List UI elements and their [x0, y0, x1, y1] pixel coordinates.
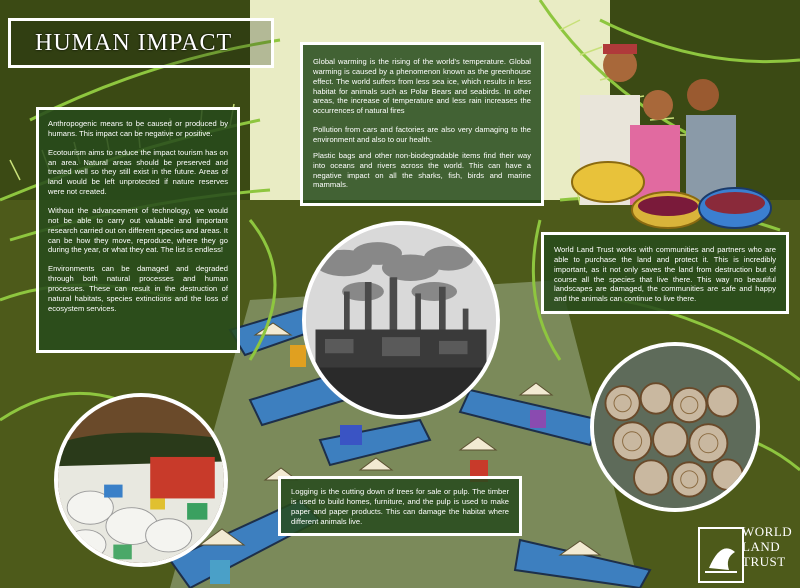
environments-paragraph: Environments can be damaged and degraded through both natural processes and human processes. These can result in the destruction of natural habitats, species extinctions and the loss of ecosystem services. [48, 264, 228, 313]
page-title: HUMAN IMPACT [35, 29, 233, 56]
logo-wordmark [742, 524, 792, 569]
plastic-paragraph: Plastic bags and other non-biodegradable items find their way into oceans and rivers across the world. This can have a negative impact on all the sharks, fish, birds and marine mammals. [313, 150, 531, 190]
logo-line-trust: TRUST [742, 554, 786, 569]
anthropogenic-paragraph: Anthropogenic means to be caused or produced by humans. This impact can be negative or positive. [48, 119, 228, 138]
logo-line-world: WORLD [742, 524, 793, 539]
logging-panel [278, 476, 522, 536]
ecotourism-paragraph: Ecotourism aims to reduce the impact tourism has on an area. Natural areas should be preserved and treated well so they still exist in the future. Areas of land would be left unprotected if nature reserves were not created. [48, 147, 228, 197]
pollution-paragraph: Pollution from cars and factories are also very damaging to the environment and also to our health. [313, 125, 531, 145]
world-land-trust-paragraph: World Land Trust works with communities and partners who are able to purchase the land and protect it. This is incredibly important, as it not only saves the land from destruction but of course all the species that live there. This way no beautiful landscapes are damaged, the communities are safe and happy and the animals can continue to live there. [554, 245, 776, 304]
world-land-trust-panel [541, 232, 789, 314]
factory-pollution-image [302, 221, 500, 419]
logging-paragraph: Logging is the cutting down of trees for sale or pulp. The timber is used to build homes, furniture, and the pulp is used to make paper and paper products. This can damage the habitat where different animals live. [291, 487, 509, 526]
title-box [8, 18, 274, 68]
global-warming-panel [300, 42, 544, 206]
logo-line-land: LAND [742, 539, 781, 554]
anthropogenic-panel [36, 107, 240, 353]
global-warming-paragraph: Global warming is the rising of the world's temperature. Global warming is caused by a phenomenon known as the greenhouse effect. The world suffers from less sea ice, which results in less habitat for animals such as Polar Bears and seabirds. In other areas, the increase of temperature and less rain increases the occurrences of natural fires [313, 57, 531, 116]
logging-image [590, 342, 760, 512]
waste-pile-image [54, 393, 228, 567]
technology-paragraph: Without the advancement of technology, we would not be able to carry out valuable and important research carried out on different species and areas. It can be how they move, reproduce, where they go during the year, or what they eat. The list is endless! [48, 206, 228, 255]
